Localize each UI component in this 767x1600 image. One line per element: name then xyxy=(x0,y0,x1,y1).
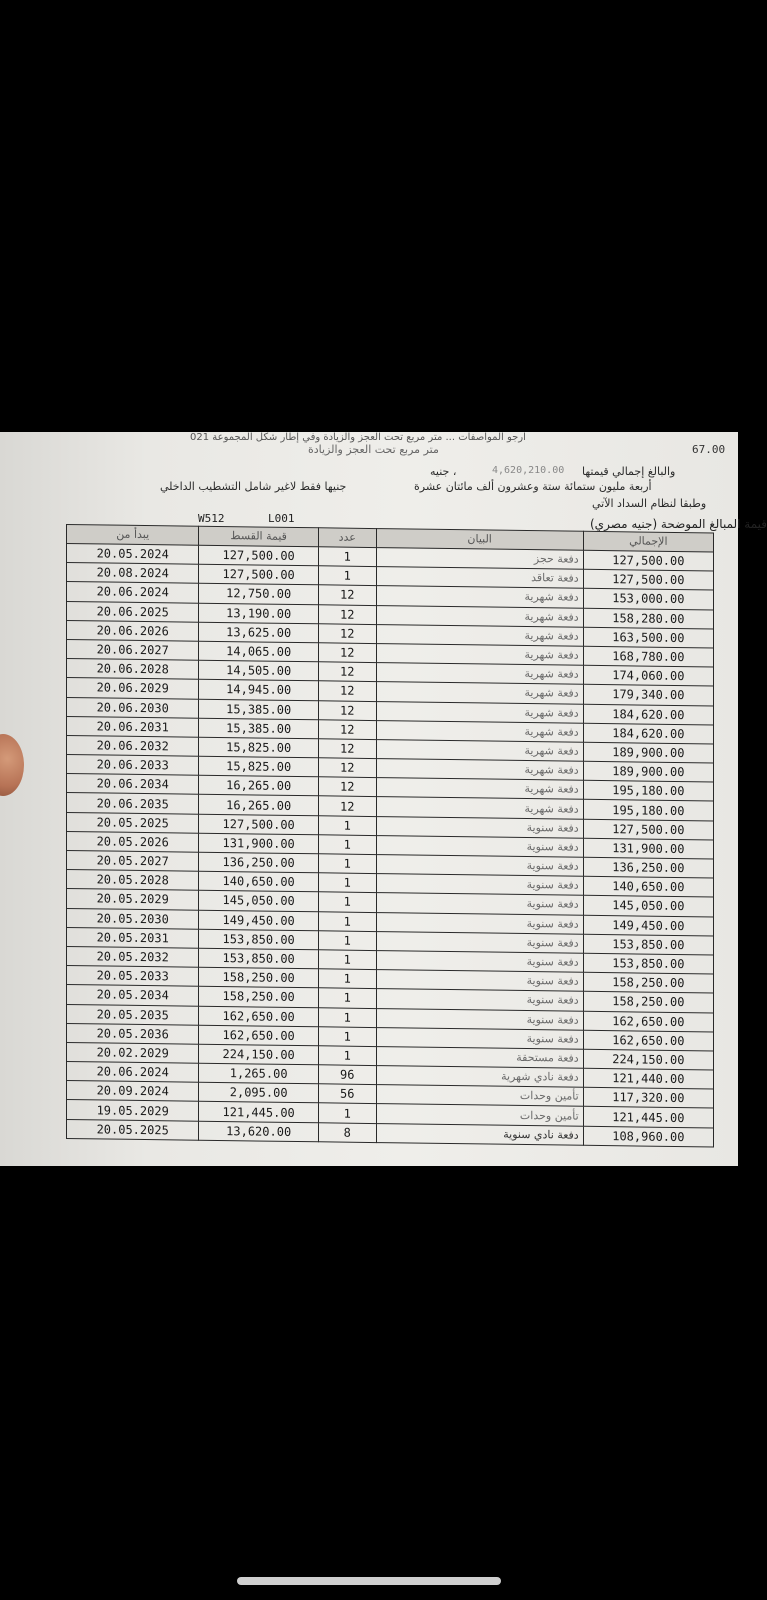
installment-cell: 121,445.00 xyxy=(199,1102,319,1123)
total-label: والبالغ إجمالي قيمتها xyxy=(582,465,676,478)
start-date-cell: 20.05.2024 xyxy=(67,544,199,565)
area-value: 67.00 xyxy=(692,443,726,456)
count-cell: 1 xyxy=(318,1026,376,1046)
total-cell: 162,650.00 xyxy=(583,1011,713,1032)
count-cell: 12 xyxy=(318,758,376,778)
installment-cell: 13,620.00 xyxy=(199,1121,319,1142)
start-date-cell: 20.05.2030 xyxy=(67,908,199,929)
count-cell: 96 xyxy=(318,1065,376,1085)
total-cell: 131,900.00 xyxy=(583,838,713,859)
installment-cell: 15,825.00 xyxy=(199,737,319,758)
total-cell: 158,280.00 xyxy=(583,608,713,629)
total-cell: 153,000.00 xyxy=(583,589,713,610)
total-cell: 149,450.00 xyxy=(583,915,713,936)
description-cell: دفعة سنوية xyxy=(376,893,583,915)
start-date-cell: 20.06.2034 xyxy=(67,774,199,795)
start-date-cell: 20.05.2035 xyxy=(67,1004,199,1025)
installment-cell: 14,945.00 xyxy=(199,680,319,701)
description-cell: تأمين وحدات xyxy=(376,1085,583,1107)
installment-cell: 145,050.00 xyxy=(199,891,319,912)
document-photo xyxy=(0,432,767,1166)
count-cell: 12 xyxy=(318,604,376,624)
count-cell: 1 xyxy=(318,815,376,835)
installment-cell: 15,385.00 xyxy=(199,699,319,720)
start-date-cell: 20.06.2026 xyxy=(67,620,199,641)
amount-words-end: جنيها فقط لاغير شامل التشطيب الداخلي xyxy=(160,480,347,493)
description-cell: دفعة مستحقة xyxy=(376,1046,583,1068)
installment-cell: 224,150.00 xyxy=(199,1044,319,1065)
total-cell: 121,440.00 xyxy=(583,1068,713,1089)
count-cell: 12 xyxy=(318,681,376,701)
start-date-cell: 20.05.2028 xyxy=(67,870,199,891)
start-date-cell: 20.05.2029 xyxy=(67,889,199,910)
start-date-cell: 20.06.2024 xyxy=(67,1062,199,1083)
finger-edge xyxy=(0,734,24,796)
start-date-cell: 20.05.2034 xyxy=(67,985,199,1006)
start-date-cell: 20.06.2030 xyxy=(67,697,199,718)
description-cell: دفعة شهرية xyxy=(376,682,583,704)
total-cell: 163,500.00 xyxy=(583,627,713,648)
description-cell: دفعة شهرية xyxy=(376,778,583,800)
installment-cell: 14,505.00 xyxy=(199,660,319,681)
col-header-description: البيان xyxy=(376,529,583,551)
start-date-cell: 20.02.2029 xyxy=(67,1042,199,1063)
total-currency: جنيه ، xyxy=(430,465,457,478)
start-date-cell: 20.05.2031 xyxy=(67,927,199,948)
count-cell: 1 xyxy=(318,892,376,912)
description-cell: دفعة سنوية xyxy=(376,874,583,896)
description-cell: دفعة سنوية xyxy=(376,1008,583,1030)
installment-cell: 12,750.00 xyxy=(199,584,319,605)
total-cell: 168,780.00 xyxy=(583,646,713,667)
count-cell: 1 xyxy=(318,835,376,855)
start-date-cell: 20.09.2024 xyxy=(67,1081,199,1102)
total-cell: 136,250.00 xyxy=(583,857,713,878)
total-cell: 184,620.00 xyxy=(583,704,713,725)
description-cell: دفعة سنوية xyxy=(376,835,583,857)
installment-cell: 15,825.00 xyxy=(199,756,319,777)
installment-cell: 14,065.00 xyxy=(199,641,319,662)
description-cell: دفعة تعاقد xyxy=(376,567,583,589)
count-cell: 1 xyxy=(318,1007,376,1027)
total-cell: 189,900.00 xyxy=(583,742,713,763)
description-cell: دفعة سنوية xyxy=(376,970,583,992)
start-date-cell: 20.08.2024 xyxy=(67,563,199,584)
count-cell: 8 xyxy=(318,1122,376,1142)
col-header-installment: قيمة القسط xyxy=(199,526,319,547)
total-cell: 153,850.00 xyxy=(583,953,713,974)
installment-cell: 149,450.00 xyxy=(199,910,319,931)
total-cell: 121,445.00 xyxy=(583,1107,713,1128)
count-cell: 1 xyxy=(318,931,376,951)
total-cell: 195,180.00 xyxy=(583,800,713,821)
installment-cell: 127,500.00 xyxy=(199,814,319,835)
total-cell: 153,850.00 xyxy=(583,934,713,955)
description-cell: دفعة شهرية xyxy=(376,759,583,781)
total-cell: 158,250.00 xyxy=(583,972,713,993)
count-cell: 12 xyxy=(318,777,376,797)
count-cell: 12 xyxy=(318,662,376,682)
code-left: W512 xyxy=(198,512,225,525)
total-cell: 140,650.00 xyxy=(583,876,713,897)
installment-cell: 2,095.00 xyxy=(199,1082,319,1103)
description-cell: دفعة شهرية xyxy=(376,605,583,627)
description-cell: دفعة سنوية xyxy=(376,816,583,838)
description-cell: دفعة سنوية xyxy=(376,931,583,953)
start-date-cell: 20.05.2025 xyxy=(67,812,199,833)
count-cell: 12 xyxy=(318,624,376,644)
total-cell: 108,960.00 xyxy=(583,1126,713,1147)
start-date-cell: 20.06.2025 xyxy=(67,601,199,622)
count-cell: 12 xyxy=(318,700,376,720)
start-date-cell: 20.05.2026 xyxy=(67,831,199,852)
installment-cell: 140,650.00 xyxy=(199,871,319,892)
installment-cell: 127,500.00 xyxy=(199,564,319,585)
installment-cell: 158,250.00 xyxy=(199,987,319,1008)
total-cell: 195,180.00 xyxy=(583,781,713,802)
count-cell: 1 xyxy=(318,911,376,931)
start-date-cell: 20.06.2028 xyxy=(67,659,199,680)
description-cell: دفعة سنوية xyxy=(376,950,583,972)
description-cell: دفعة شهرية xyxy=(376,663,583,685)
count-cell: 1 xyxy=(318,1103,376,1123)
description-cell: دفعة نادي سنوية xyxy=(376,1123,583,1145)
count-cell: 12 xyxy=(318,643,376,663)
start-date-cell: 20.05.2025 xyxy=(67,1119,199,1140)
count-cell: 1 xyxy=(318,969,376,989)
start-date-cell: 20.05.2033 xyxy=(67,966,199,987)
description-cell: دفعة سنوية xyxy=(376,989,583,1011)
start-date-cell: 19.05.2029 xyxy=(67,1100,199,1121)
installment-cell: 136,250.00 xyxy=(199,852,319,873)
installment-cell: 15,385.00 xyxy=(199,718,319,739)
description-cell: تأمين وحدات xyxy=(376,1104,583,1126)
total-cell: 127,500.00 xyxy=(583,819,713,840)
payment-note: وطبقا لنظام السداد الآتي xyxy=(592,497,707,510)
description-cell: دفعة شهرية xyxy=(376,643,583,665)
start-date-cell: 20.06.2031 xyxy=(67,716,199,737)
installment-cell: 16,265.00 xyxy=(199,795,319,816)
total-cell: 127,500.00 xyxy=(583,569,713,590)
col-header-total: الإجمالي xyxy=(583,531,713,552)
count-cell: 56 xyxy=(318,1084,376,1104)
count-cell: 12 xyxy=(318,585,376,605)
installment-cell: 13,625.00 xyxy=(199,622,319,643)
start-date-cell: 20.05.2032 xyxy=(67,946,199,967)
col-header-count: عدد xyxy=(318,528,376,548)
description-cell: دفعة سنوية xyxy=(376,1027,583,1049)
start-date-cell: 20.06.2024 xyxy=(67,582,199,603)
installment-cell: 158,250.00 xyxy=(199,967,319,988)
payment-schedule-table xyxy=(66,524,714,1147)
total-cell: 174,060.00 xyxy=(583,665,713,686)
count-cell: 1 xyxy=(318,873,376,893)
total-cell: 158,250.00 xyxy=(583,992,713,1013)
header-line-1: ارجو المواصفات ... متر مربع تحت العجز والزيادة وفي إطار شكل المجموعة 021 xyxy=(190,432,526,443)
start-date-cell: 20.06.2033 xyxy=(67,755,199,776)
start-date-cell: 20.05.2036 xyxy=(67,1023,199,1044)
code-right: L001 xyxy=(268,512,295,525)
description-cell: دفعة سنوية xyxy=(376,912,583,934)
count-cell: 1 xyxy=(318,1046,376,1066)
start-date-cell: 20.06.2032 xyxy=(67,735,199,756)
description-cell: دفعة نادي شهرية xyxy=(376,1066,583,1088)
total-cell: 145,050.00 xyxy=(583,896,713,917)
description-cell: دفعة شهرية xyxy=(376,701,583,723)
description-cell: دفعة حجز xyxy=(376,548,583,570)
installment-cell: 153,850.00 xyxy=(199,929,319,950)
installment-cell: 16,265.00 xyxy=(199,775,319,796)
total-cell: 127,500.00 xyxy=(583,550,713,571)
count-cell: 12 xyxy=(318,796,376,816)
count-cell: 12 xyxy=(318,739,376,759)
start-date-cell: 20.05.2027 xyxy=(67,851,199,872)
installment-cell: 162,650.00 xyxy=(199,1025,319,1046)
total-cell: 162,650.00 xyxy=(583,1030,713,1051)
description-cell: دفعة شهرية xyxy=(376,624,583,646)
home-indicator[interactable] xyxy=(237,1577,501,1585)
installment-cell: 131,900.00 xyxy=(199,833,319,854)
total-cell: 179,340.00 xyxy=(583,685,713,706)
total-cell: 184,620.00 xyxy=(583,723,713,744)
count-cell: 1 xyxy=(318,854,376,874)
description-cell: دفعة شهرية xyxy=(376,739,583,761)
count-cell: 1 xyxy=(318,547,376,567)
installment-cell: 162,650.00 xyxy=(199,1006,319,1027)
count-cell: 1 xyxy=(318,950,376,970)
installment-cell: 127,500.00 xyxy=(199,545,319,566)
table-title: قيمة المبالغ الموضحة (جنيه مصري) xyxy=(590,517,767,531)
total-cell: 189,900.00 xyxy=(583,761,713,782)
start-date-cell: 20.06.2027 xyxy=(67,639,199,660)
count-cell: 12 xyxy=(318,719,376,739)
total-value: 4,620,210.00 xyxy=(492,465,565,476)
installment-cell: 153,850.00 xyxy=(199,948,319,969)
start-date-cell: 20.06.2029 xyxy=(67,678,199,699)
count-cell: 1 xyxy=(318,566,376,586)
description-cell: دفعة شهرية xyxy=(376,797,583,819)
description-cell: دفعة شهرية xyxy=(376,720,583,742)
header-line-2: متر مربع تحت العجز والزيادة xyxy=(308,443,439,456)
description-cell: دفعة سنوية xyxy=(376,855,583,877)
total-cell: 224,150.00 xyxy=(583,1049,713,1070)
amount-words: أربعة مليون ستمائة ستة وعشرون ألف مائتان عشرة xyxy=(414,480,652,493)
start-date-cell: 20.06.2035 xyxy=(67,793,199,814)
description-cell: دفعة شهرية xyxy=(376,586,583,608)
count-cell: 1 xyxy=(318,988,376,1008)
installment-cell: 1,265.00 xyxy=(199,1063,319,1084)
installment-cell: 13,190.00 xyxy=(199,603,319,624)
col-header-start-date: يبدأ من xyxy=(67,525,199,546)
total-cell: 117,320.00 xyxy=(583,1088,713,1109)
